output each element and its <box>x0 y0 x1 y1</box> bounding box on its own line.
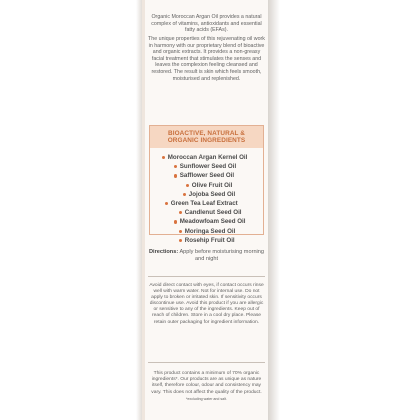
organic-statement <box>148 371 265 403</box>
bullet-dot-icon <box>179 230 182 233</box>
ingredient-item <box>150 153 263 162</box>
warnings <box>148 283 265 326</box>
ingredient-name: Moroccan Argan Kernel Oil <box>167 154 248 162</box>
warnings-text: Avoid direct contact with eyes, if contact occurs rinse well with warm water. Not for internal use. Do not apply to broken or irritated skin. If sensitivity occurs discontinue use. Avoid this product if you are allergic or sensitive to any of the ingredients. Keep out of reach of children. Store in a cool dry place. Please retain outer packaging for ingredient information. <box>149 283 264 325</box>
directions <box>148 249 265 263</box>
bullet-dot-icon <box>186 184 189 187</box>
ingredients-box <box>149 125 264 244</box>
bullet-dot-icon <box>174 174 177 177</box>
directions-text: Apply before moisturising morning and night <box>178 249 265 262</box>
ingredient-item <box>150 181 263 190</box>
description-paragraph-2: The unique properties of this rejuvenating oil work in harmony with our proprietary blend of bioactive and organic extracts. It provides a non-greasy facial treatment that stimulates the senses and leaves the complexion feeling cleansed and restored. The result is skin which feels smooth, moisturised and replenished. <box>148 35 265 82</box>
divider <box>148 276 265 277</box>
ingredient-name: Green Tea Leaf Extract <box>170 200 238 208</box>
ingredient-name: Rosehip Fruit Oil <box>184 236 235 244</box>
ingredient-name: Safflower Seed Oil <box>179 172 235 180</box>
ingredients-list <box>150 148 263 245</box>
bullet-dot-icon <box>179 239 182 242</box>
ingredient-name: Moringa Seed Oil <box>184 227 236 235</box>
organic-text <box>148 371 265 403</box>
description-paragraph-1: Organic Moroccan Argan Oil provides a natural complex of vitamins, antioxidants and essential fatty acids (EFAs). <box>151 14 262 34</box>
ingredient-name: Sunflower Seed Oil <box>179 163 237 171</box>
bullet-dot-icon <box>165 202 168 205</box>
ingredients-title: BIOACTIVE, NATURAL & ORGANIC INGREDIENTS <box>167 129 246 144</box>
ingredients-header <box>150 126 263 148</box>
ingredient-item <box>150 227 263 236</box>
product-description <box>148 14 265 82</box>
ingredient-item <box>150 162 263 171</box>
bullet-dot-icon <box>174 220 177 223</box>
ingredient-item <box>150 208 263 217</box>
ingredient-name: Olive Fruit Oil <box>191 181 233 189</box>
ingredient-item <box>150 171 263 180</box>
ingredient-item <box>150 217 263 226</box>
panel-fold-edge <box>142 0 145 420</box>
bullet-dot-icon <box>174 165 177 168</box>
ingredient-item <box>150 236 263 245</box>
bullet-dot-icon <box>162 156 165 159</box>
ingredient-name: Candlenut Seed Oil <box>184 209 242 217</box>
ingredient-name: Jojoba Seed Oil <box>188 190 236 198</box>
divider <box>148 362 265 363</box>
bullet-dot-icon <box>179 211 182 214</box>
product-box-side-panel <box>142 0 268 420</box>
organic-statement-text: This product contains a minimum of 70% organic ingredients*. Our products are as unique as nature itself, therefore colour, odour and consistency may vary. This does not affect the quality of the product. <box>151 371 262 396</box>
directions-label: Directions: <box>148 249 179 255</box>
organic-footnote: *excluding water and salt. <box>186 397 227 402</box>
ingredient-item <box>150 190 263 199</box>
box-shadow-right <box>268 0 280 420</box>
bullet-dot-icon <box>183 193 186 196</box>
ingredient-name: Meadowfoam Seed Oil <box>179 218 246 226</box>
ingredient-item <box>150 199 263 208</box>
